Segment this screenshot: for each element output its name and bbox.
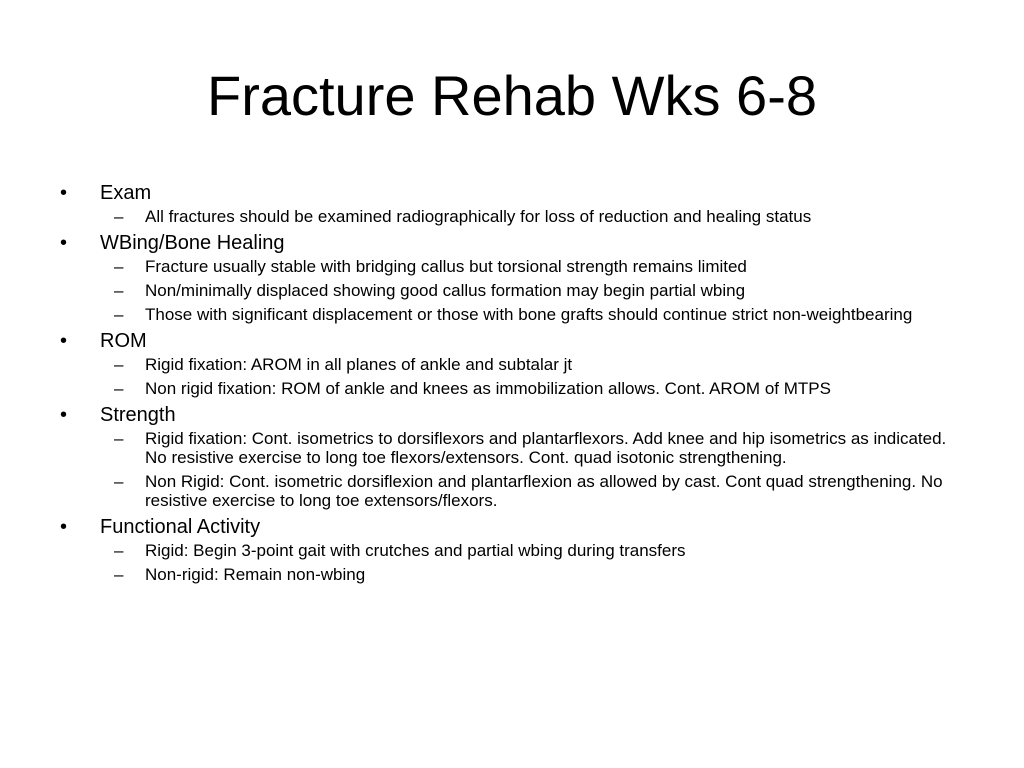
section-heading: Functional Activity [100,516,261,538]
bullet-list [60,181,970,589]
sub-item-text: Rigid: Begin 3-point gait with crutches and partial wbing during transfers [145,541,686,560]
sub-item [100,305,970,324]
dash-glyph: – [114,429,124,448]
sub-list [100,207,970,226]
sub-list [100,355,970,398]
sub-list [100,429,970,510]
dash-glyph: – [114,257,124,276]
sub-item-text: Fracture usually stable with bridging callus but torsional strength remains limited [145,257,747,276]
sub-item-text: Non Rigid: Cont. isometric dorsiflexion and plantarflexion as allowed by cast. Cont quad strengthening. No resistive exercise to long toe extensors/flexors. [145,472,943,510]
bullet-glyph: • [60,182,68,204]
dash-glyph: – [114,379,124,398]
dash-glyph: – [114,565,124,584]
sub-item-text: All fractures should be examined radiographically for loss of reduction and healing status [145,207,812,226]
slide-title: Fracture Rehab Wks 6-8 [207,64,817,127]
sub-item [100,257,970,276]
sub-item-text: Non rigid fixation: ROM of ankle and knees as immobilization allows. Cont. AROM of MTPS [145,379,831,398]
section-heading: Exam [100,182,152,204]
section-heading: Strength [100,404,176,426]
sub-item [100,541,970,560]
dash-glyph: – [114,305,124,324]
section-functional-activity [60,515,970,584]
sub-item-text: Rigid fixation: AROM in all planes of ankle and subtalar jt [145,355,573,374]
section-heading: ROM [100,330,147,352]
sub-item-text: Non-rigid: Remain non-wbing [145,565,366,584]
section-rom [60,329,970,398]
sub-item [100,207,970,226]
bullet-glyph: • [60,232,68,254]
sub-item [100,565,970,584]
dash-glyph: – [114,472,124,491]
sub-item [100,472,970,510]
section-strength [60,403,970,510]
sub-item-text: Non/minimally displaced showing good callus formation may begin partial wbing [145,281,746,300]
dash-glyph: – [114,207,124,226]
sub-item [100,281,970,300]
section-wbing-bone-healing [60,231,970,324]
section-heading: WBing/Bone Healing [100,232,285,254]
section-exam [60,181,970,226]
dash-glyph: – [114,281,124,300]
dash-glyph: – [114,541,124,560]
sub-item [100,379,970,398]
dash-glyph: – [114,355,124,374]
sub-item-text: Those with significant displacement or those with bone grafts should continue strict non-weightbearing [145,305,913,324]
sub-list [100,257,970,324]
bullet-glyph: • [60,404,68,426]
sub-list [100,541,970,584]
sub-item [100,355,970,374]
bullet-glyph: • [60,330,68,352]
bullet-glyph: • [60,516,68,538]
sub-item [100,429,970,467]
sub-item-text: Rigid fixation: Cont. isometrics to dorsiflexors and plantarflexors. Add knee and hip isometrics as indicated. No resistive exercise to long toe flexors/extensors. Cont. quad isotonic strengthening. [145,429,947,467]
